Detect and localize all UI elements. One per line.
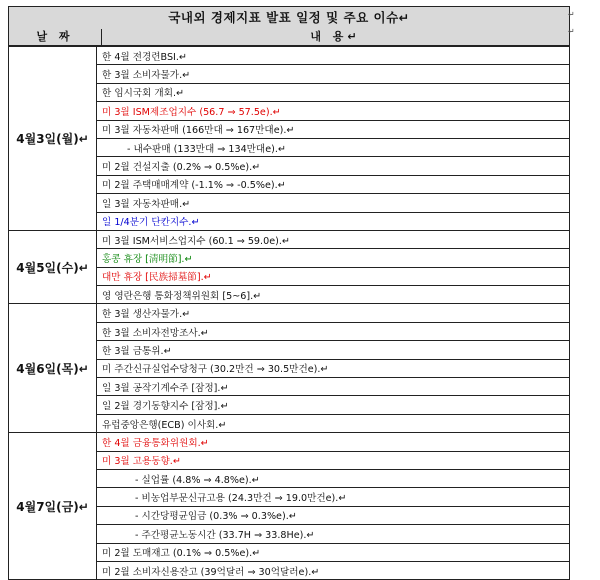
schedule-item: 미 2월 도매재고 (0.1% ⇒ 0.5%e).↵: [97, 543, 570, 561]
schedule-item: 대만 휴장 [民族掃墓節].↵: [97, 267, 570, 285]
schedule-item: 미 2월 건설지출 (0.2% ⇒ 0.5%e).↵: [97, 157, 570, 175]
content-column-header: 내 용↵: [310, 30, 361, 43]
table-row: [9, 47, 570, 65]
schedule-subitem: - 비농업부문신규고용 (24.3만건 ⇒ 19.0만건e).↵: [97, 488, 570, 506]
schedule-item: 일 3월 공작기계수주 [잠정].↵: [97, 378, 570, 396]
table-row: [9, 304, 570, 322]
schedule-subitem: - 주간평균노동시간 (33.7H ⇒ 33.8He).↵: [97, 525, 570, 543]
table-header-row: [8, 29, 570, 46]
date-cell: 4월6일(목)↵: [9, 304, 97, 433]
schedule-item: 한 3월 생산자물가.↵: [97, 304, 570, 322]
schedule-subitem: - 내수판매 (133만대 ⇒ 134만대e).↵: [97, 138, 570, 156]
row-end-marks: [568, 10, 582, 44]
row-end-mark: ↵: [568, 27, 575, 36]
schedule-item: 미 3월 자동차판매 (166만대 ⇒ 167만대e).↵: [97, 120, 570, 138]
table-row: [9, 433, 570, 451]
date-cell: 4월3일(월)↵: [9, 47, 97, 231]
date-cell: 4월7일(금)↵: [9, 433, 97, 580]
schedule-item: 일 2월 경기동향지수 [잠정].↵: [97, 396, 570, 414]
date-column-header: 날 짜: [9, 29, 102, 45]
schedule-subitem: - 실업률 (4.8% ⇒ 4.8%e).↵: [97, 469, 570, 487]
schedule-item: 한 3월 소비자물가.↵: [97, 65, 570, 83]
schedule-item: 한 4월 전경련BSI.↵: [97, 47, 570, 65]
schedule-item: 미 3월 고용동향.↵: [97, 451, 570, 469]
schedule-item: 일 3월 자동차판매.↵: [97, 194, 570, 212]
schedule-subitem: - 시간당평균임금 (0.3% ⇒ 0.3%e).↵: [97, 506, 570, 524]
schedule-item: 미 3월 ISM서비스업지수 (60.1 ⇒ 59.0e).↵: [97, 230, 570, 248]
schedule-item: 한 3월 금통위.↵: [97, 341, 570, 359]
schedule-item: 홍콩 휴장 [淸明節].↵: [97, 249, 570, 267]
schedule-item: 영 영란은행 통화정책위원회 [5~6].↵: [97, 286, 570, 304]
schedule-item: 한 4월 금융통화위원회.↵: [97, 433, 570, 451]
schedule-item: 한 임시국회 개회.↵: [97, 83, 570, 101]
schedule-item: 미 2월 소비자신용잔고 (39억달러 ⇒ 30억달러e).↵: [97, 561, 570, 579]
schedule-table: [8, 46, 570, 580]
date-cell: 4월5일(수)↵: [9, 230, 97, 304]
row-end-mark: ↵: [568, 10, 575, 19]
schedule-item: 미 주간신규실업수당청구 (30.2만건 ⇒ 30.5만건e).↵: [97, 359, 570, 377]
schedule-item: 유럽중앙은행(ECB) 이사회.↵: [97, 414, 570, 432]
document-title: 국내외 경제지표 발표 일정 및 주요 이슈↵: [8, 6, 570, 30]
schedule-item: 일 1/4분기 단칸지수.↵: [97, 212, 570, 230]
schedule-item: 한 3월 소비자전망조사.↵: [97, 322, 570, 340]
schedule-item: 미 2월 주택매매계약 (-1.1% ⇒ -0.5%e).↵: [97, 175, 570, 193]
schedule-item: 미 3월 ISM제조업지수 (56.7 ⇒ 57.5e).↵: [97, 102, 570, 120]
table-row: [9, 230, 570, 248]
